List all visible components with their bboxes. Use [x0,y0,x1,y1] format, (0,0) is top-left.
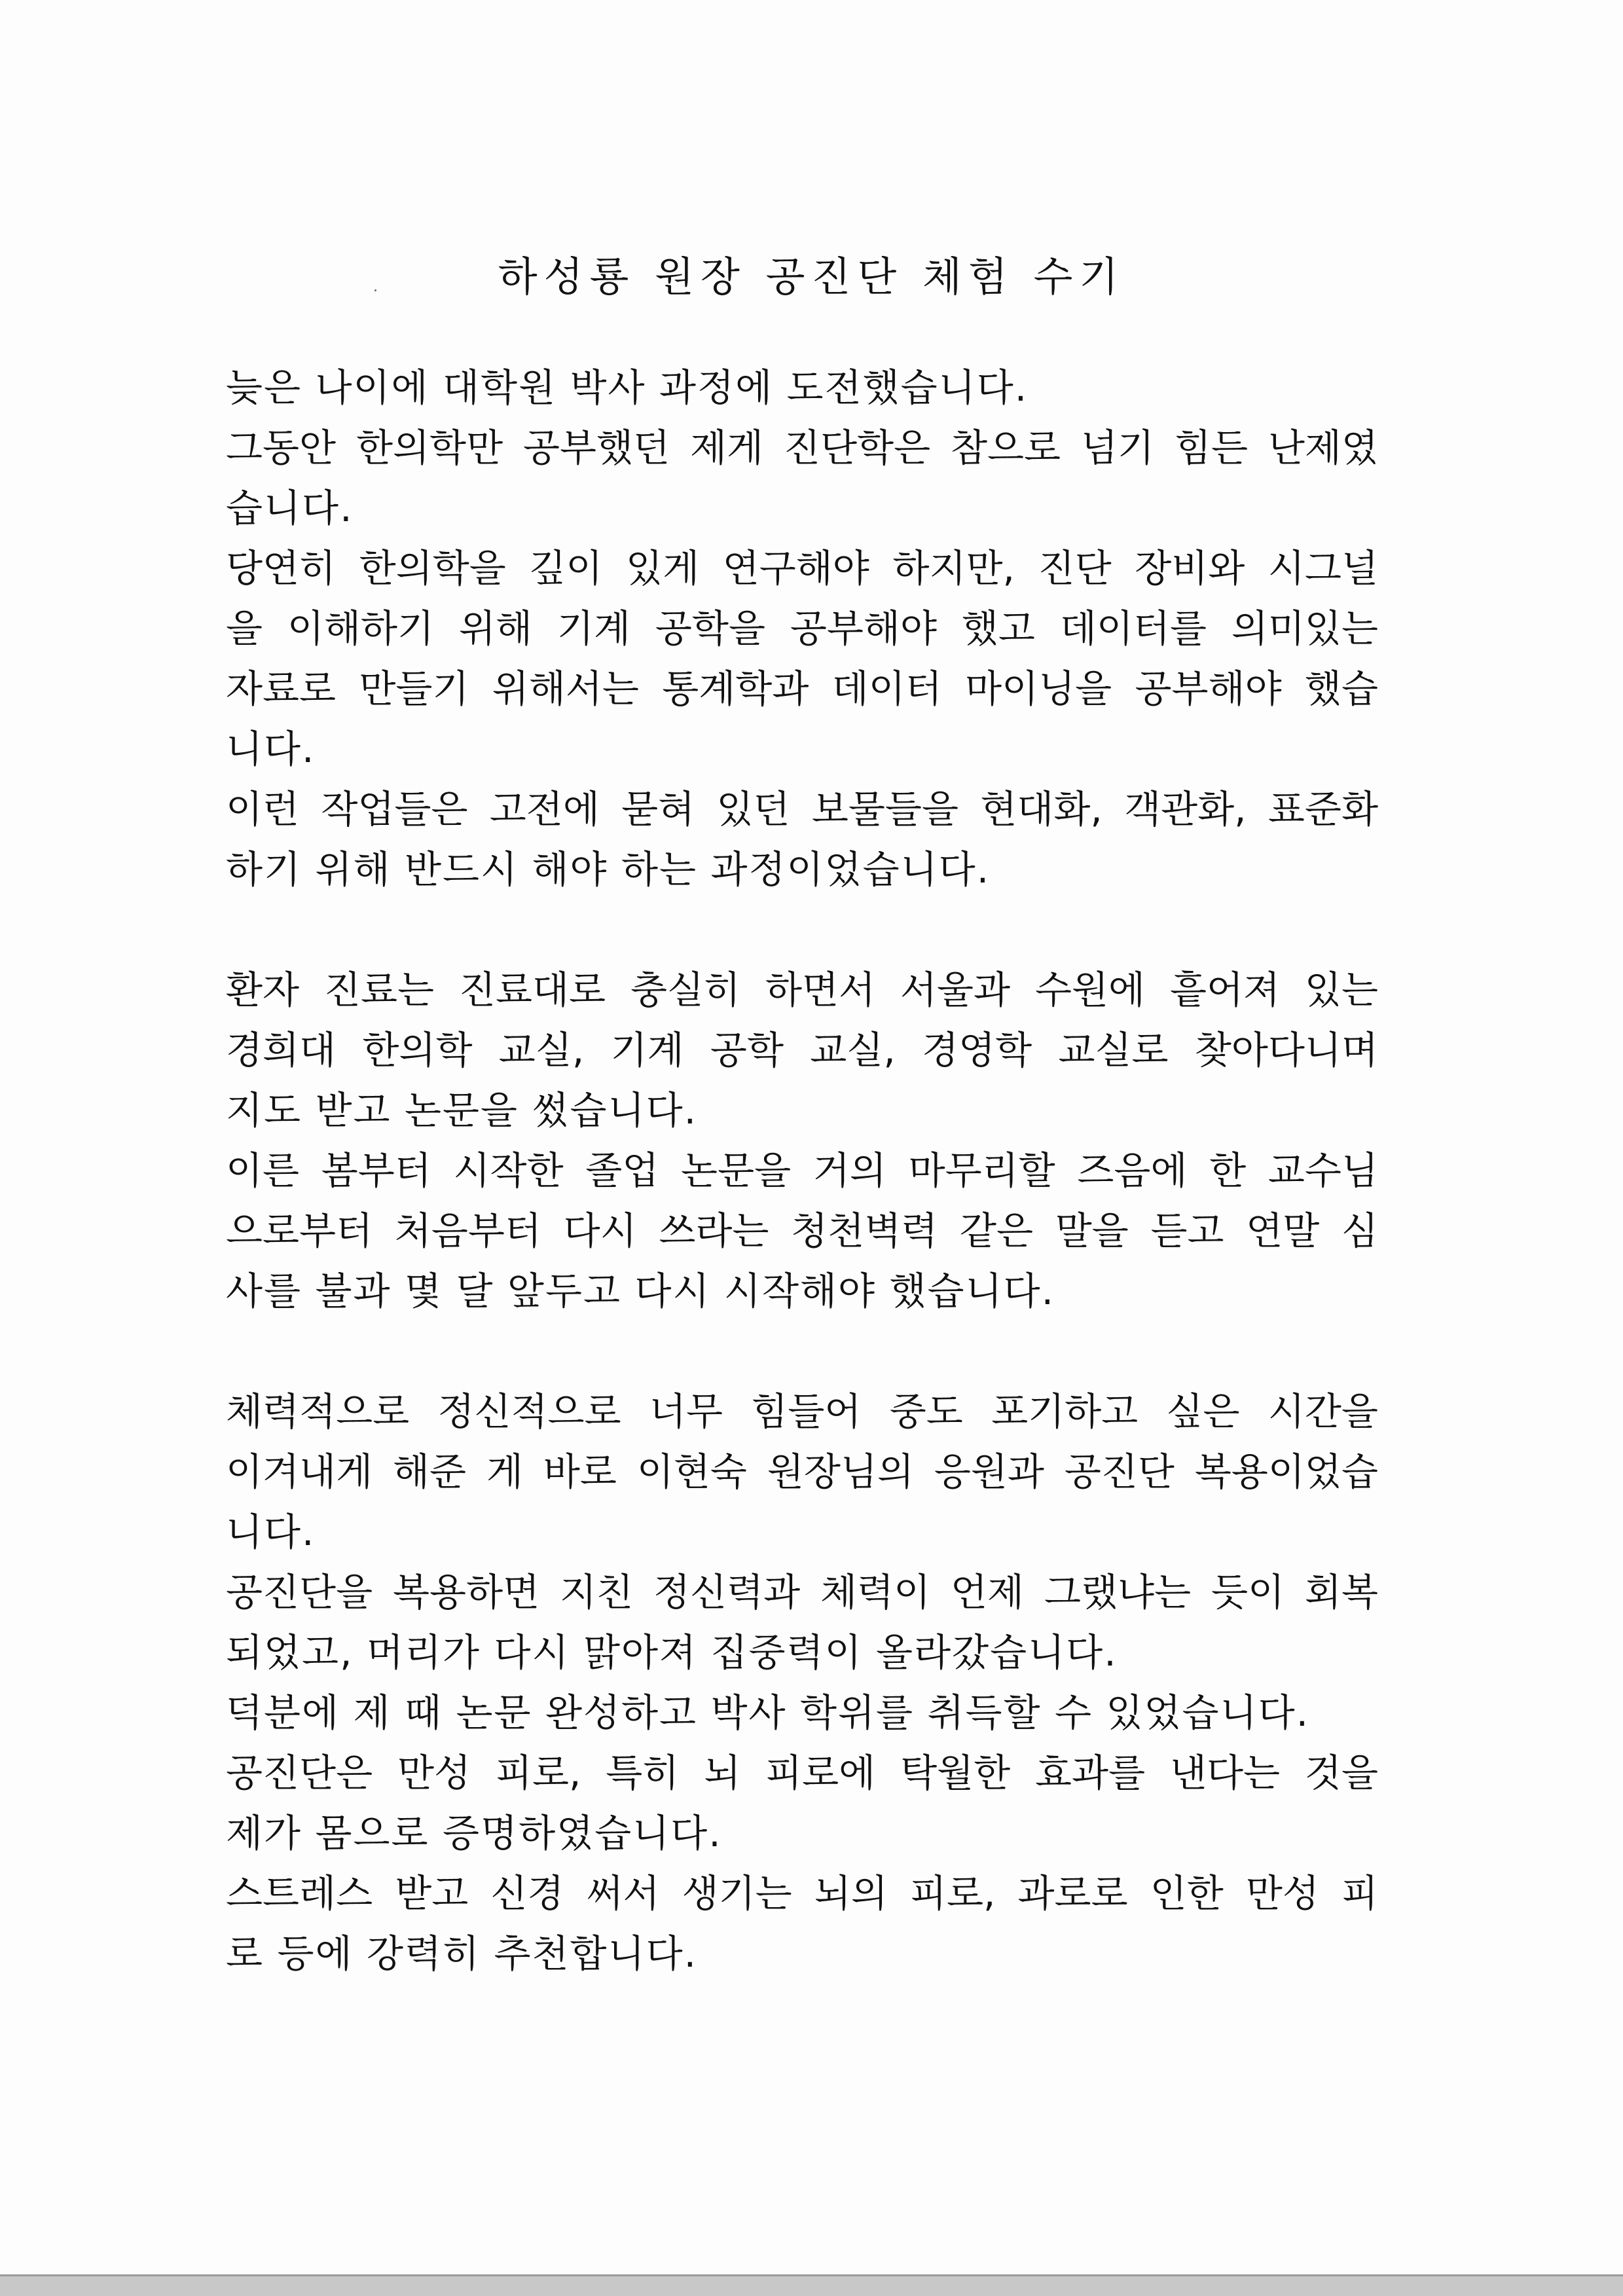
text-line: 환자 진료는 진료대로 충실히 하면서 서울과 수원에 흩어져 있는 [226,968,1378,1012]
text-line: 체력적으로 정신적으로 너무 힘들어 중도 포기하고 싶은 시간을 [226,1389,1378,1434]
text-line: 사를 불과 몇 달 앞두고 다시 시작해야 했습니다. [226,1269,1055,1313]
document-body [226,357,1378,1984]
text-line: 공진단을 복용하면 지친 정신력과 체력이 언제 그랬냐는 듯이 회복 [226,1570,1378,1614]
text-line: 하기 위해 반드시 해야 하는 과정이었습니다. [226,847,991,892]
text-line: 경희대 한의학 교실, 기계 공학 교실, 경영학 교실로 찾아다니며 [226,1028,1378,1072]
paragraph-spacer [226,900,1378,960]
text-line: 습니다. [226,486,354,530]
text-line: 늦은 나이에 대학원 박사 과정에 도전했습니다. [226,365,1029,410]
text-line: 으로부터 처음부터 다시 쓰라는 청천벽력 같은 말을 듣고 연말 심 [226,1209,1378,1253]
text-line: 니다. [226,727,316,771]
text-line: 을 이해하기 위해 기계 공학을 공부해야 했고 데이터를 의미있는 [226,606,1378,651]
text-line: 이런 작업들은 고전에 묻혀 있던 보물들을 현대화, 객관화, 표준화 [226,787,1378,831]
text-line: 그동안 한의학만 공부했던 제게 진단학은 참으로 넘기 힘든 난제였 [226,426,1378,470]
text-line: 당연히 한의학을 깊이 있게 연구해야 하지만, 진단 장비와 시그널 [226,546,1378,591]
scan-bottom-shadow [0,2276,1623,2296]
text-line: 제가 몸으로 증명하였습니다. [226,1811,722,1855]
text-line: 자료로 만들기 위해서는 통계학과 데이터 마이닝을 공부해야 했습 [226,666,1378,711]
text-line: 이겨내게 해준 게 바로 이현숙 원장님의 응원과 공진단 복용이었습 [226,1449,1378,1494]
text-line: 로 등에 강력히 추천합니다. [226,1931,698,1976]
text-line: 이른 봄부터 시작한 졸업 논문을 거의 마무리할 즈음에 한 교수님 [226,1148,1378,1193]
text-line: 덕분에 제 때 논문 완성하고 박사 학위를 취득할 수 있었습니다. [226,1690,1310,1735]
text-line: 니다. [226,1510,316,1554]
document-title: 하성룡 원장 공진단 체험 수기 [498,253,1125,301]
text-line: 공진단은 만성 피로, 특히 뇌 피로에 탁월한 효과를 낸다는 것을 [226,1751,1378,1795]
text-line: 지도 받고 논문을 썼습니다. [226,1088,698,1133]
text-line: 되었고, 머리가 다시 맑아져 집중력이 올라갔습니다. [226,1630,1118,1675]
text-line: 스트레스 받고 신경 써서 생기는 뇌의 피로, 과로로 인한 만성 피 [226,1871,1378,1916]
paragraph-spacer [226,1321,1378,1381]
